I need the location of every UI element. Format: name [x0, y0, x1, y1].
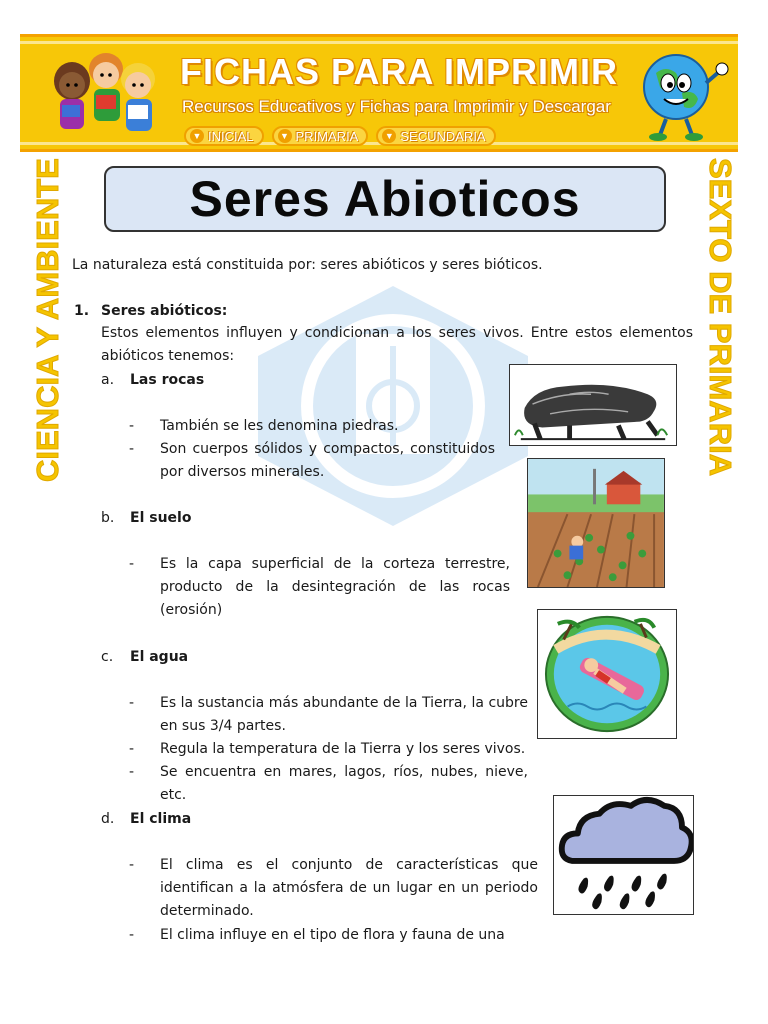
bullet-text: También se les denomina piedras. — [160, 418, 399, 434]
bullet-dash: - — [129, 695, 135, 711]
item-letter: d. — [101, 811, 115, 827]
children-reading-logo — [34, 43, 169, 147]
nav-label: PRIMARIA — [295, 128, 359, 144]
globe-mascot-icon — [628, 43, 734, 147]
side-label-grade: SEXTO DE PRIMARIA — [703, 158, 738, 477]
bullet-text: Es la sustancia más abundante de la Tierra, la cubre en sus 3/4 partes. — [160, 695, 528, 734]
section-heading: Seres abióticos: — [101, 303, 228, 319]
bullet-dash: - — [129, 857, 135, 873]
bullet-dash: - — [129, 556, 135, 572]
item-title-agua: El agua — [130, 649, 189, 665]
section-number: 1. — [74, 303, 90, 319]
item-title-suelo: El suelo — [130, 510, 192, 526]
rain-cloud-illustration-icon — [553, 795, 694, 915]
item-title-rocas: Las rocas — [130, 372, 205, 388]
arrow-down-icon: ▼ — [382, 129, 396, 143]
arrow-down-icon: ▼ — [190, 129, 204, 143]
arrow-down-icon: ▼ — [278, 129, 292, 143]
item-letter: a. — [101, 372, 115, 388]
rock-illustration-icon — [509, 364, 677, 446]
item-letter: b. — [101, 510, 115, 526]
bullet-dash: - — [129, 418, 135, 434]
bullet-text: Se encuentra en mares, lagos, ríos, nubes, nieve, etc. — [160, 764, 528, 803]
bullet-text: El clima es el conjunto de características que identifican a la atmósfera de un lugar en un periodo determinado. — [160, 857, 538, 919]
header-banner — [20, 34, 738, 152]
banner-subtitle: Recursos Educativos y Fichas para Imprimir y Descargar — [182, 97, 611, 116]
bullet-dash: - — [129, 441, 135, 457]
item-letter: c. — [101, 649, 114, 665]
bullet-text: Son cuerpos sólidos y compactos, constituidos por diversos minerales. — [160, 441, 495, 480]
side-label-subject: CIENCIA Y AMBIENTE — [30, 158, 65, 482]
item-title-clima: El clima — [130, 811, 192, 827]
farm-field-illustration-icon — [527, 458, 665, 588]
bullet-text: Regula la temperatura de la Tierra y los seres vivos. — [160, 741, 526, 757]
page-title: Seres Abioticos — [189, 171, 581, 227]
bullet-text: Es la capa superficial de la corteza terrestre, producto de la desintegración de las rocas (erosión) — [160, 556, 510, 618]
nav-label: SECUNDARIA — [400, 128, 486, 144]
nav-label: INICIAL — [208, 128, 254, 144]
nav-inicial-button[interactable] — [184, 126, 264, 146]
bullet-text: El clima influye en el tipo de flora y fauna de una — [160, 927, 505, 943]
bullet-dash: - — [129, 741, 135, 757]
bullet-dash: - — [129, 764, 135, 780]
nav-primaria-button[interactable] — [272, 126, 369, 146]
nav-secundaria-button[interactable] — [376, 126, 495, 146]
banner-nav — [184, 126, 496, 146]
banner-title: FICHAS PARA IMPRIMIR — [180, 51, 618, 92]
beach-swimmer-illustration-icon — [537, 609, 677, 739]
section-description: Estos elementos influyen y condicionan a los seres vivos. Entre estos elementos abióticos tenemos: — [101, 325, 693, 364]
title-box — [104, 166, 666, 232]
bullet-dash: - — [129, 927, 135, 943]
intro-paragraph: La naturaleza está constituida por: seres abióticos y seres bióticos. — [72, 257, 543, 273]
